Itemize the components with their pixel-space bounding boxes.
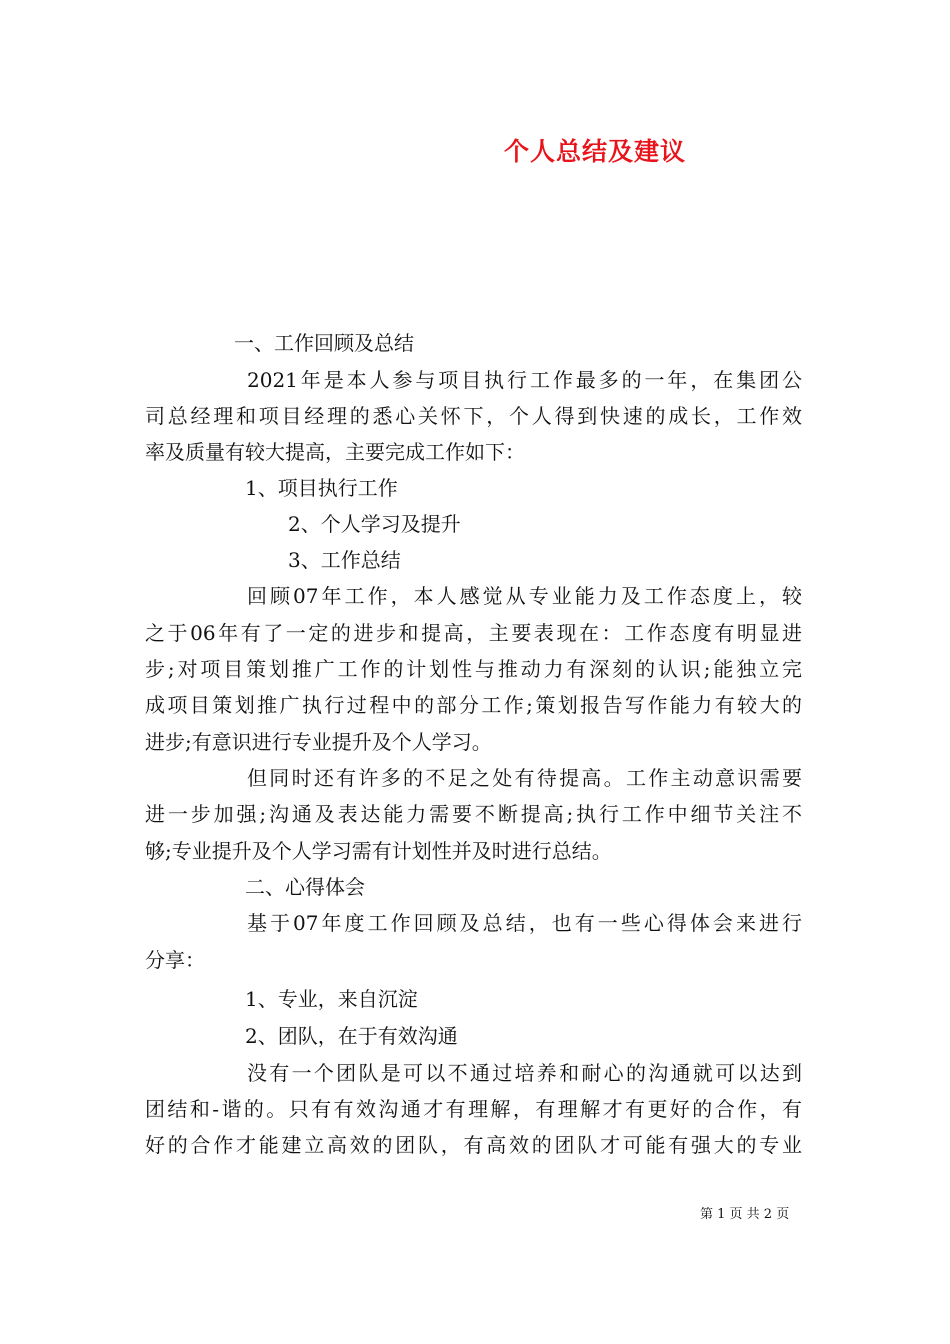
paragraph-line: 进步;有意识进行专业提升及个人学习。 xyxy=(145,730,492,754)
heading-insights: 二、心得体会 xyxy=(245,875,365,899)
paragraph-line: 率及质量有较大提高，主要完成工作如下： xyxy=(145,440,525,464)
paragraph-line: 司总经理和项目经理的悉心关怀下，个人得到快速的成长，工作效 xyxy=(145,404,802,428)
page-number: 第 1 页 共 2 页 xyxy=(700,1207,790,1222)
paragraph-line: 2021年是本人参与项目执行工作最多的一年，在集团公 xyxy=(247,368,802,392)
paragraph-line: 分享： xyxy=(145,948,205,972)
paragraph-line: 基于07年度工作回顾及总结，也有一些心得体会来进行 xyxy=(247,911,802,935)
list-item: 1、项目执行工作 xyxy=(245,476,398,500)
paragraph-line: 团结和-谐的。只有有效沟通才有理解，有理解才有更好的合作，有 xyxy=(145,1097,802,1121)
paragraph-line: 之于06年有了一定的进步和提高，主要表现在：工作态度有明显进 xyxy=(145,621,802,645)
list-item: 3、工作总结 xyxy=(288,548,401,572)
document-title: 个人总结及建议 xyxy=(503,137,686,166)
paragraph-line: 没有一个团队是可以不通过培养和耐心的沟通就可以达到 xyxy=(247,1061,802,1085)
paragraph-line: 但同时还有许多的不足之处有待提高。工作主动意识需要 xyxy=(247,766,802,790)
heading-work-review: 一、工作回顾及总结 xyxy=(234,331,414,355)
list-item: 2、团队，在于有效沟通 xyxy=(245,1024,458,1048)
paragraph-line: 进一步加强;沟通及表达能力需要不断提高;执行工作中细节关注不 xyxy=(145,802,802,826)
list-item: 1、专业，来自沉淀 xyxy=(245,987,418,1011)
paragraph-line: 够;专业提升及个人学习需有计划性并及时进行总结。 xyxy=(145,839,612,863)
list-item: 2、个人学习及提升 xyxy=(288,512,461,536)
paragraph-line: 成项目策划推广执行过程中的部分工作;策划报告写作能力有较大的 xyxy=(145,693,802,717)
paragraph-line: 回顾07年工作，本人感觉从专业能力及工作态度上，较 xyxy=(247,584,802,608)
paragraph-line: 步;对项目策划推广工作的计划性与推动力有深刻的认识;能独立完 xyxy=(145,657,802,681)
paragraph-line: 好的合作才能建立高效的团队，有高效的团队才可能有强大的专业 xyxy=(145,1133,802,1157)
